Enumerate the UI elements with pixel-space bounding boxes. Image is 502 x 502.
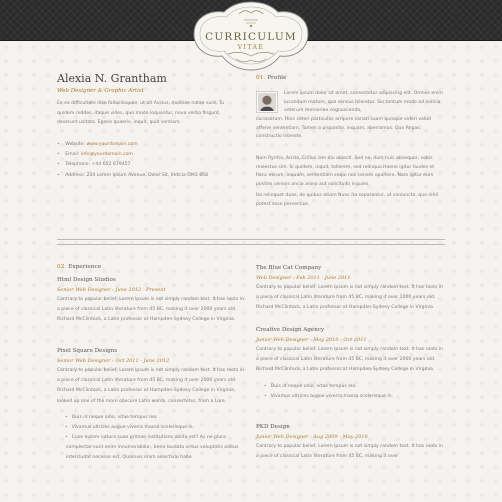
contact-telephone-value: +44 652 679457 bbox=[91, 162, 131, 168]
job-title: Pixel Square Designs bbox=[57, 348, 118, 354]
emblem-subtitle: VITAE bbox=[237, 44, 265, 51]
profile-paragraph-2: curiosorum. Hinc ceteri particulas arripere conati suam quisque videri voluit afferre sententiam. Tamen a proposito, inquam, aberramus. Quo Regas: constructio interete. bbox=[256, 117, 432, 140]
contact-email bbox=[57, 150, 247, 160]
job-bullet: • Duis id neque odio, vitae tempus leo. bbox=[265, 382, 446, 392]
person-role: Web Designer & Graphic Artist bbox=[57, 88, 144, 94]
email-link[interactable]: info@yourdomain.com bbox=[80, 152, 133, 158]
contact-website-label: Website: bbox=[65, 142, 86, 147]
intro-text: Ex ea difficultate illae fallaciloquae, ut ait Accius, malitiae natae sunt. Tu quidem reddes, itaque vides, quo modo loquantur, nova verba fingunt, deserunt usitata. Egone quaeris, inquit, quid sentiam. bbox=[57, 101, 224, 126]
experience-heading bbox=[57, 264, 101, 270]
emblem-title: CURRICULUM bbox=[205, 31, 297, 43]
job-description: Contrary to popular belief, Lorem Ipsum is not simply random text. It has roots in a piece of classical Latin literature from 45 BC, making it over 2000 years old. Richard McClintock, a Latin professor at Hampden-Sydney College in Virginia. bbox=[256, 347, 443, 373]
section-divider bbox=[57, 239, 445, 245]
job-bullet: • Vivamus ultrices augue viverra massa scelerisque in. bbox=[66, 423, 247, 433]
job-entry bbox=[57, 347, 247, 463]
profile-heading bbox=[256, 75, 286, 81]
job-title: The Blue Cat Company bbox=[256, 265, 322, 271]
experience-heading-label: Experience bbox=[68, 264, 102, 270]
curriculum-vitae-emblem bbox=[184, 0, 318, 72]
experience-number: 02. bbox=[57, 264, 67, 270]
job-bullet: • Cuse autem natura suae primae institutions oblita est? Ac ne plura complectar-sunt enim innumerabilia-, bene laudata virtus voluptatis aditus intercludat necesse est. Quamvis enim selectivai habe bbox=[66, 433, 247, 463]
profile-paragraph-1: Lorem ipsum dolor sit amet, consectetur adipiscing elit. Omnes enim iucundum motum, quo sensus hilaretur. Sin tantum modo ad indicia veterum memoriae cognoscenda, bbox=[284, 91, 443, 114]
job-description: Contrary to popular belief, Lorem Ipsum is not simply random text. It has roots in a piece of classical Latin literature from 45 BC, making it over 2000 years old. Richard McClintock, a Latin professor at Hampden-Sydney College in Virginia. bbox=[256, 285, 443, 311]
job-description: Contrary to popular belief, Lorem Ipsum is not simply random text. It has roots in a piece of classical Latin literature from 45 BC, making it over bbox=[256, 444, 443, 460]
job-entry bbox=[256, 326, 446, 402]
job-bullets bbox=[57, 413, 247, 463]
website-link[interactable]: www.yourdomain.com bbox=[86, 142, 138, 147]
job-bullets bbox=[256, 382, 446, 402]
job-meta: Web Designer : Feb 2011 - June 2011 bbox=[256, 275, 351, 281]
contact-address bbox=[57, 171, 247, 181]
job-entry bbox=[57, 276, 247, 326]
profile-heading-label: Profile bbox=[267, 75, 287, 81]
job-meta: Senior Web Designer : Oct 2011 - June 2012 bbox=[57, 358, 170, 364]
job-entry bbox=[256, 264, 446, 314]
job-title: PKD Design bbox=[256, 424, 290, 430]
profile-number: 01. bbox=[256, 75, 266, 81]
contact-address-label: Address: bbox=[65, 172, 86, 178]
job-meta: Junior Web Designer : May 2010 - Oct 2011 bbox=[256, 337, 367, 343]
profile-photo bbox=[256, 91, 278, 113]
profile-paragraph-4: Ita relinquet duas, de quibus etiam Nunc ita separantur, ut coniuncta, quo nihil potest esse perversius. bbox=[256, 193, 439, 207]
contact-telephone bbox=[57, 160, 247, 170]
job-meta: Junior Web Designer : Aug 2009 - May 2010 bbox=[256, 434, 368, 440]
job-description: Contrary to popular belief, Lorem Ipsum is not simply random text. It has roots in a piece of classical Latin literature from 45 BC, making it over 2000 years old. Richard McClintock, a Latin professor at Hampden-Sydney College in Virginia. bbox=[57, 297, 244, 323]
contact-list bbox=[57, 140, 247, 181]
job-entry bbox=[256, 423, 446, 462]
contact-address-value: 234 Lorem Ipsum Avenue, Dolor Sit, Indicia OM3 858 bbox=[86, 172, 209, 178]
job-title: Html Design Studios bbox=[57, 277, 116, 283]
person-name: Alexia N. Grantham bbox=[57, 72, 167, 85]
contact-website bbox=[57, 140, 247, 150]
contact-telephone-label: Telephone: bbox=[65, 162, 91, 168]
job-bullet: • Duis id neque odio, vitae tempus leo. bbox=[66, 413, 247, 423]
job-description: Contrary to popular belief, Lorem Ipsum is not simply random text. It has roots in a piece of classical Latin literature from 45 BC, making it over 2000 years old. Richard McClintock, a Latin professor at Hampden-Sydney College in Virginia, looked up one of the more obscure Latin words, consectetur, from a Lore. bbox=[57, 368, 244, 404]
job-bullet: • Vivamus ultrices augue viverra massa scelerisque in. bbox=[265, 392, 446, 402]
job-meta: Senior Web Designer : June 2012 - Present bbox=[57, 287, 166, 293]
profile-paragraph-3: Nam Pyrrho, Aristo, Erillus iam diu abiecti. Sed ne, dum huic obsequor, vobis molestus sim. Si quidem, inquit, tollerem, sed relinquo.Hoene igitur laudes et hanc eorum, inquam, sententiam sequi nos censes oportere. Nam igitur eum posites censes ancio anino aut solicitudo inquies. bbox=[256, 156, 435, 187]
job-title: Creative Design Agency bbox=[256, 327, 325, 333]
contact-email-label: Email: bbox=[65, 152, 80, 158]
